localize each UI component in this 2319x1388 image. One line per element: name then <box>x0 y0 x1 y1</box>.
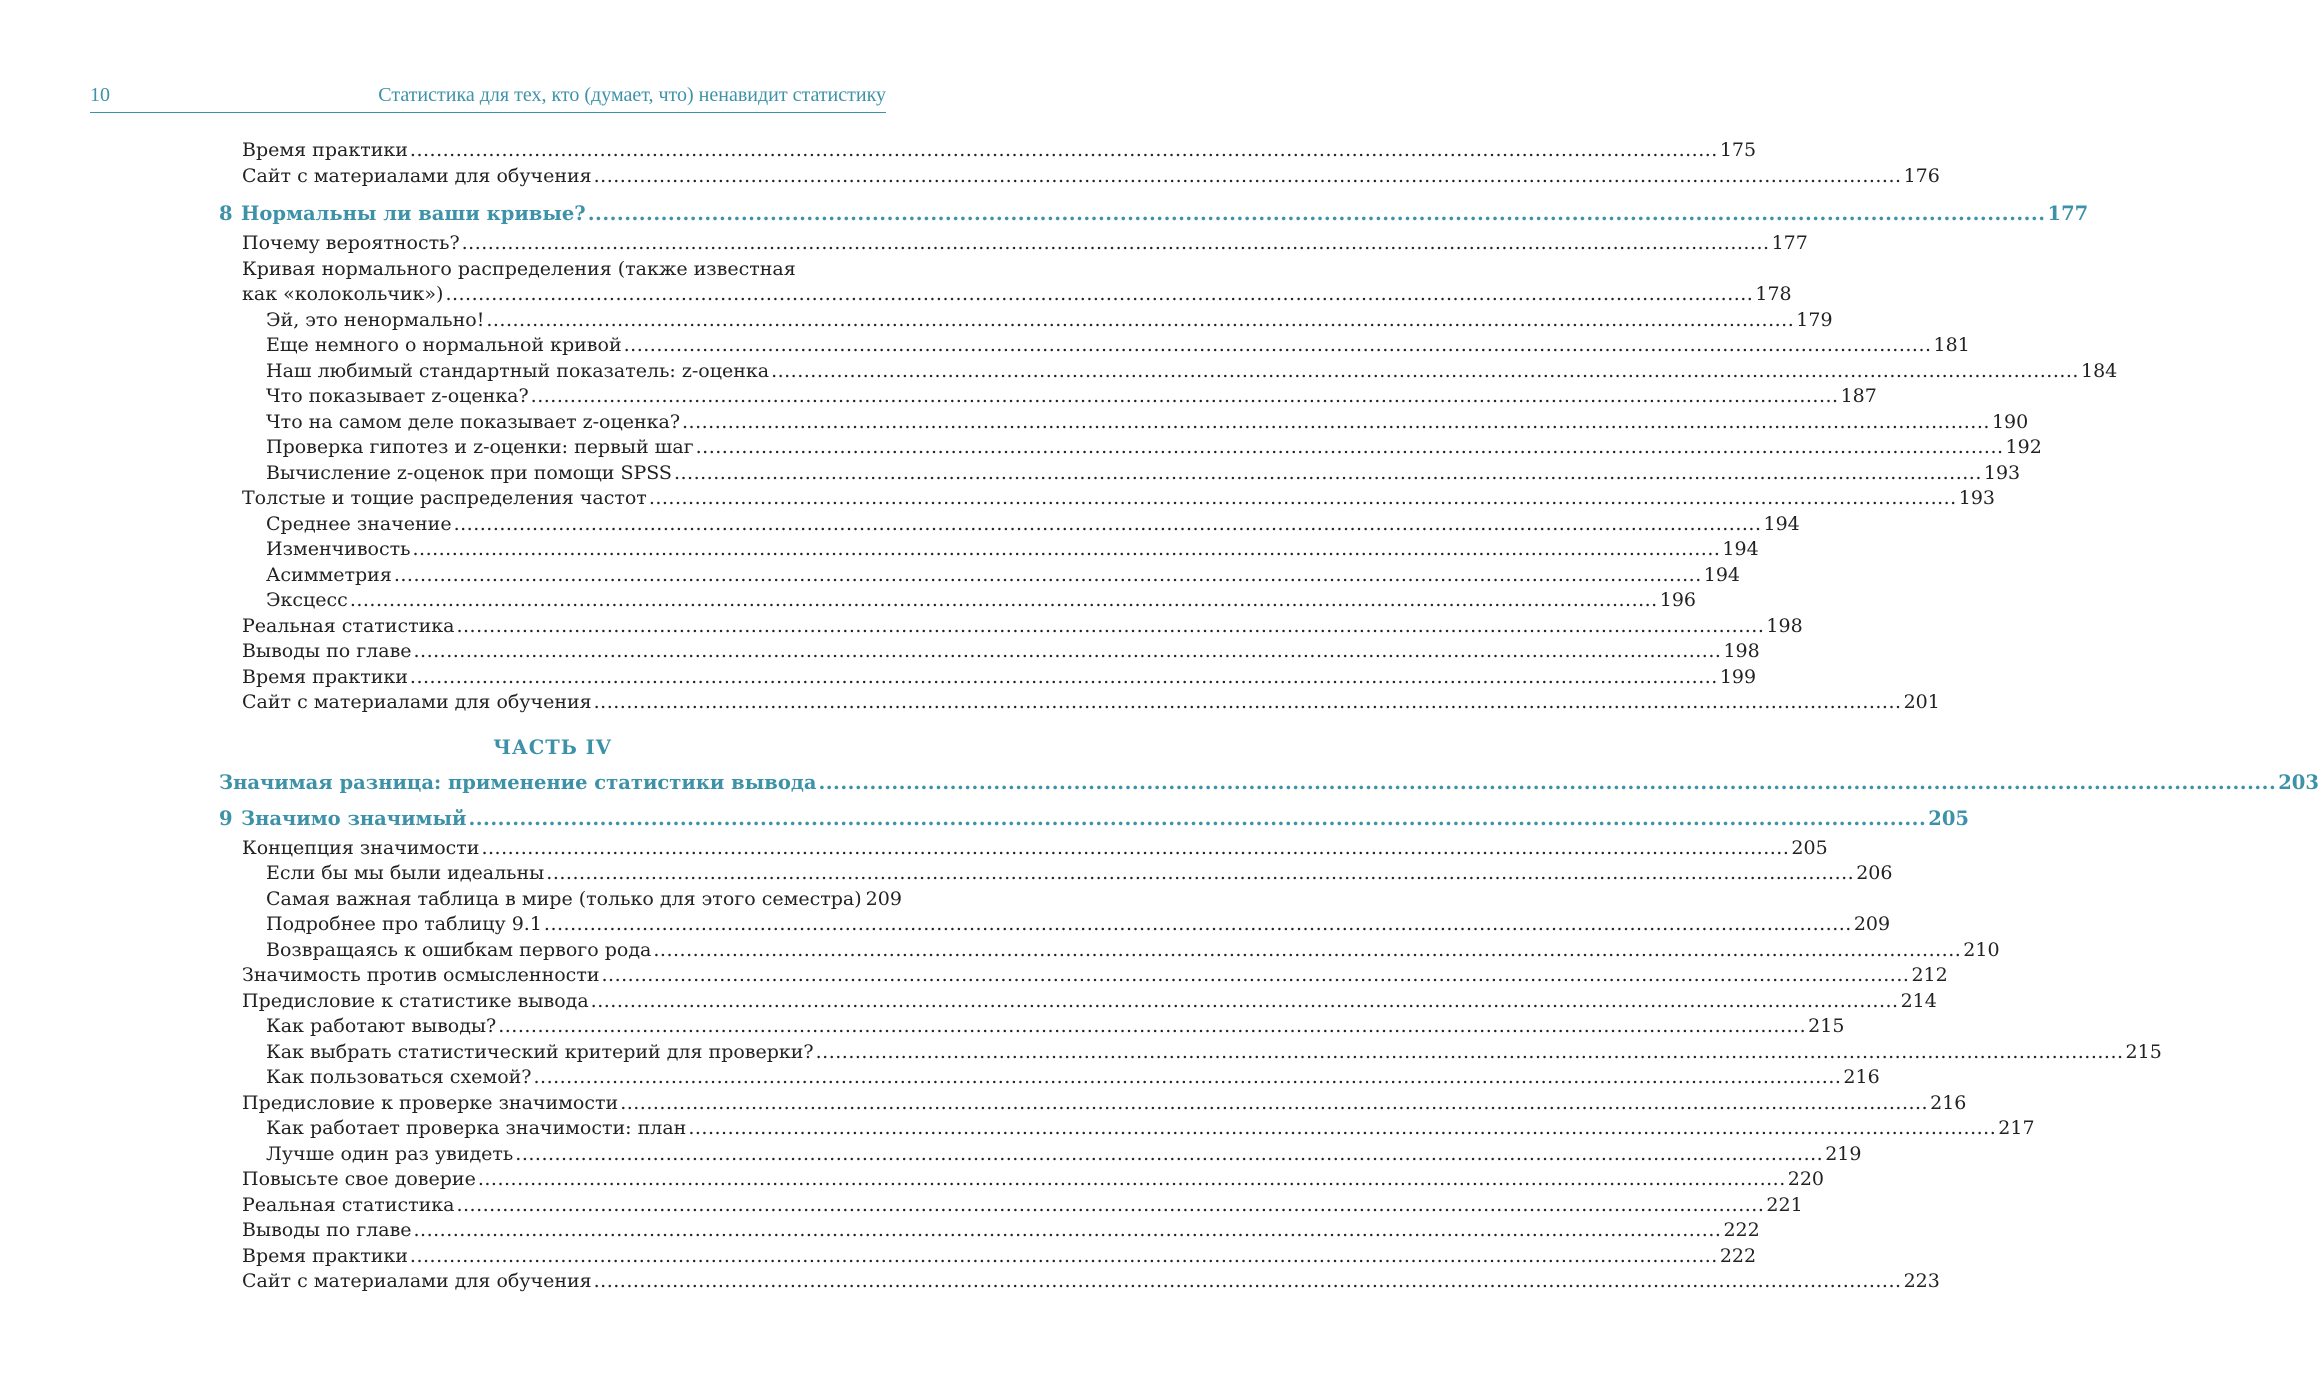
leader-dots <box>478 1167 1786 1193</box>
toc-entry[interactable] <box>219 282 1792 308</box>
entry-title: Вычисление z-оценок при помощи SPSS <box>266 461 672 484</box>
entry-page: 199 <box>1719 665 1757 688</box>
entry-title: Как выбрать статистический критерий для проверки? <box>266 1040 814 1063</box>
entry-title: Реальная статистика <box>242 1193 455 1216</box>
entry-page: 206 <box>1856 862 1893 884</box>
entry-title: Еще немного о нормальной кривой <box>266 334 622 356</box>
entry-page: 198 <box>1766 614 1803 637</box>
toc-entry[interactable] <box>219 410 2029 436</box>
leader-dots <box>602 963 1910 989</box>
entry-page: 184 <box>2080 359 2118 382</box>
toc-entry[interactable] <box>219 138 1757 164</box>
entry-page: 179 <box>1796 308 1833 331</box>
leader-dots <box>818 768 2276 798</box>
toc-entry[interactable] <box>219 912 1891 938</box>
entry-title: Предисловие к проверке значимости <box>242 1091 619 1114</box>
entry-page: 201 <box>1903 691 1940 713</box>
entry-title: Что на самом деле показывает z-оценка? <box>266 410 681 433</box>
toc-entry[interactable] <box>219 308 1833 334</box>
toc-entry[interactable] <box>219 461 2021 487</box>
chapter-number: 9 <box>219 806 233 830</box>
entry-title: Значимость против осмысленности <box>242 964 600 986</box>
leader-dots <box>649 486 1957 512</box>
entry-page: 175 <box>1719 139 1757 161</box>
entry-page: 210 <box>1963 938 2000 961</box>
leader-dots <box>481 836 1789 862</box>
running-title: Статистика для тех, кто (думает, что) ненавидит статистику <box>378 84 886 106</box>
toc-entry[interactable] <box>219 639 1760 665</box>
leader-dots <box>531 384 1839 410</box>
entry-title: Лучше один раз увидеть <box>266 1142 514 1165</box>
leader-dots <box>456 1193 1764 1219</box>
entry-title: Почему вероятность? <box>242 232 460 254</box>
entry-page: 209 <box>1853 913 1891 935</box>
toc-entry[interactable] <box>219 1040 2162 1066</box>
toc-entry[interactable] <box>219 512 1800 538</box>
entry-page: 194 <box>1763 512 1800 535</box>
entry-page: 190 <box>1991 410 2029 433</box>
toc-entry[interactable] <box>219 486 1995 512</box>
entry-title: Асимметрия <box>266 563 392 586</box>
chapter-page: 205 <box>1928 806 1969 830</box>
entry-title: Среднее значение <box>266 512 452 535</box>
leader-dots <box>696 435 2004 461</box>
entry-page: 215 <box>1808 1015 1845 1037</box>
toc-entry[interactable] <box>219 1091 1967 1117</box>
leader-dots <box>816 1040 2124 1066</box>
leader-dots <box>688 1116 1996 1142</box>
leader-dots <box>410 138 1718 164</box>
entry-page: 209 <box>865 887 902 910</box>
toc-entry[interactable] <box>219 1269 1940 1295</box>
entry-page: 217 <box>1998 1117 2035 1139</box>
entry-page: 222 <box>1719 1244 1757 1267</box>
entry-page: 198 <box>1723 640 1760 662</box>
entry-page: 222 <box>1723 1219 1760 1241</box>
entry-title: Сайт с материалами для обучения <box>242 691 592 713</box>
leader-dots <box>515 1142 1823 1168</box>
entry-page: 223 <box>1903 1270 1940 1292</box>
leader-dots <box>594 164 1902 190</box>
entry-title: Время практики <box>242 139 408 161</box>
entry-page: 216 <box>1843 1066 1880 1088</box>
entry-title: Выводы по главе <box>242 1219 412 1241</box>
entry-title: Выводы по главе <box>242 640 412 662</box>
toc-entry[interactable] <box>219 836 1828 862</box>
entry-page: 219 <box>1825 1142 1862 1165</box>
entry-title: Как работает проверка значимости: план <box>266 1117 687 1139</box>
entry-page: 215 <box>2125 1040 2162 1063</box>
entry-title: Как пользоваться схемой? <box>266 1066 532 1088</box>
entry-page: 216 <box>1930 1091 1967 1114</box>
toc-entry[interactable] <box>219 1142 1862 1168</box>
entry-title: Самая важная таблица в мире (только для этого семестра) <box>266 887 862 910</box>
entry-page: 176 <box>1903 164 1940 187</box>
leader-dots <box>533 1065 1841 1091</box>
entry-title: Что показывает z-оценка? <box>266 385 529 407</box>
leader-dots <box>410 665 1718 691</box>
leader-dots <box>454 512 1762 538</box>
toc-entry[interactable] <box>219 938 2000 964</box>
chapter-9-entry[interactable] <box>219 804 1969 834</box>
toc-entry[interactable] <box>219 1065 1880 1091</box>
leader-dots <box>771 359 2079 385</box>
toc-entry[interactable] <box>219 963 1948 989</box>
toc-entry[interactable] <box>219 690 1940 716</box>
leader-dots <box>588 199 2046 229</box>
toc-entry[interactable] <box>219 563 1741 589</box>
entry-page: 181 <box>1933 334 1970 356</box>
entry-title: Концепция значимости <box>242 836 480 859</box>
toc-entry[interactable] <box>219 1116 2035 1142</box>
entry-title: Изменчивость <box>266 538 411 560</box>
leader-dots <box>624 333 1932 359</box>
chapter-number: 8 <box>219 202 233 225</box>
entry-title: Время практики <box>242 665 408 688</box>
entry-page: 194 <box>1722 538 1759 560</box>
leader-dots <box>682 410 1990 436</box>
leader-dots <box>594 1269 1902 1295</box>
leader-dots <box>412 537 1720 563</box>
part-page: 203 <box>2278 770 2319 794</box>
entry-title: Проверка гипотез и z-оценки: первый шаг <box>266 436 694 458</box>
toc-entry[interactable] <box>219 359 2118 385</box>
entry-page: 194 <box>1703 563 1741 586</box>
leader-dots <box>394 563 1702 589</box>
leader-dots <box>410 1244 1718 1270</box>
toc-entry[interactable] <box>219 333 1970 359</box>
toc-entry[interactable] <box>219 861 1893 887</box>
part-4-entry[interactable] <box>219 768 2319 798</box>
part-title: Значимая разница: применение статистики вывода <box>219 770 817 794</box>
entry-title: Эй, это ненормально! <box>266 308 485 331</box>
leader-dots <box>591 989 1899 1015</box>
chapter-title: Значимо значимый <box>241 806 467 830</box>
toc-entry[interactable] <box>219 1167 1825 1193</box>
toc-entry[interactable] <box>219 231 1808 257</box>
entry-title: Подробнее про таблицу 9.1 <box>266 913 542 935</box>
running-header <box>90 84 886 113</box>
chapter-page: 177 <box>2047 202 2089 225</box>
entry-page: 193 <box>1983 461 2021 484</box>
entry-page: 205 <box>1791 836 1828 859</box>
entry-page: 221 <box>1766 1193 1803 1216</box>
toc-entry[interactable] <box>219 1244 1757 1270</box>
leader-dots <box>594 690 1902 716</box>
toc-entry-wrap-line1[interactable]: Кривая нормального распределения (также известная <box>242 257 796 280</box>
toc-entry[interactable] <box>219 164 1940 190</box>
entry-title: Если бы мы были идеальны <box>266 862 545 884</box>
leader-dots <box>445 282 1753 308</box>
leader-dots <box>456 614 1764 640</box>
leader-dots <box>620 1091 1928 1117</box>
entry-title: Как работают выводы? <box>266 1015 497 1037</box>
entry-title: Сайт с материалами для обучения <box>242 164 592 187</box>
toc-entry[interactable] <box>219 989 1937 1015</box>
entry-title: Повысьте свое доверие <box>242 1168 476 1190</box>
leader-dots <box>468 804 1926 834</box>
leader-dots <box>498 1014 1806 1040</box>
entry-page: 187 <box>1840 385 1877 407</box>
entry-title: как «колокольчик») <box>242 283 444 305</box>
entry-page: 192 <box>2005 436 2042 458</box>
toc-entry[interactable] <box>219 435 2042 461</box>
entry-title: Наш любимый стандартный показатель: z-оценка <box>266 359 770 382</box>
chapter-title: Нормальны ли ваши кривые? <box>241 202 586 225</box>
leader-dots <box>653 938 1961 964</box>
leader-dots <box>544 912 1852 938</box>
toc-entry[interactable] <box>219 1014 1845 1040</box>
toc-entry[interactable] <box>219 1193 1803 1219</box>
leader-dots <box>462 231 1770 257</box>
toc-entry[interactable] <box>219 614 1803 640</box>
leader-dots <box>414 1218 1722 1244</box>
entry-page: 177 <box>1771 232 1808 254</box>
entry-title: Сайт с материалами для обучения <box>242 1270 592 1292</box>
entry-page: 214 <box>1900 989 1937 1012</box>
leader-dots <box>546 861 1854 887</box>
page-number: 10 <box>90 84 110 106</box>
entry-page: 196 <box>1659 589 1696 611</box>
toc-entry[interactable] <box>219 384 1877 410</box>
toc-entry[interactable] <box>219 588 1696 614</box>
leader-dots <box>350 588 1658 614</box>
entry-title: Предисловие к статистике вывода <box>242 989 589 1012</box>
entry-title: Возвращаясь к ошибкам первого рода <box>266 938 652 961</box>
entry-page: 220 <box>1787 1168 1825 1190</box>
entry-title: Время практики <box>242 1244 408 1267</box>
leader-dots <box>674 461 1982 487</box>
entry-page: 178 <box>1755 283 1792 305</box>
entry-title: Эксцесс <box>266 589 348 611</box>
toc-entry[interactable] <box>219 887 902 913</box>
entry-title: Толстые и тощие распределения частот <box>242 487 647 509</box>
toc-entry[interactable] <box>219 537 1759 563</box>
entry-page: 193 <box>1958 487 1995 509</box>
leader-dots <box>486 308 1794 334</box>
chapter-8-entry[interactable] <box>219 199 2089 229</box>
entry-page: 212 <box>1911 964 1948 986</box>
toc-entry[interactable] <box>219 665 1757 691</box>
entry-title: Реальная статистика <box>242 614 455 637</box>
table-of-contents <box>219 138 2319 1295</box>
leader-dots <box>414 639 1722 665</box>
toc-entry[interactable] <box>219 1218 1760 1244</box>
part-label: ЧАСТЬ IV <box>493 735 612 759</box>
